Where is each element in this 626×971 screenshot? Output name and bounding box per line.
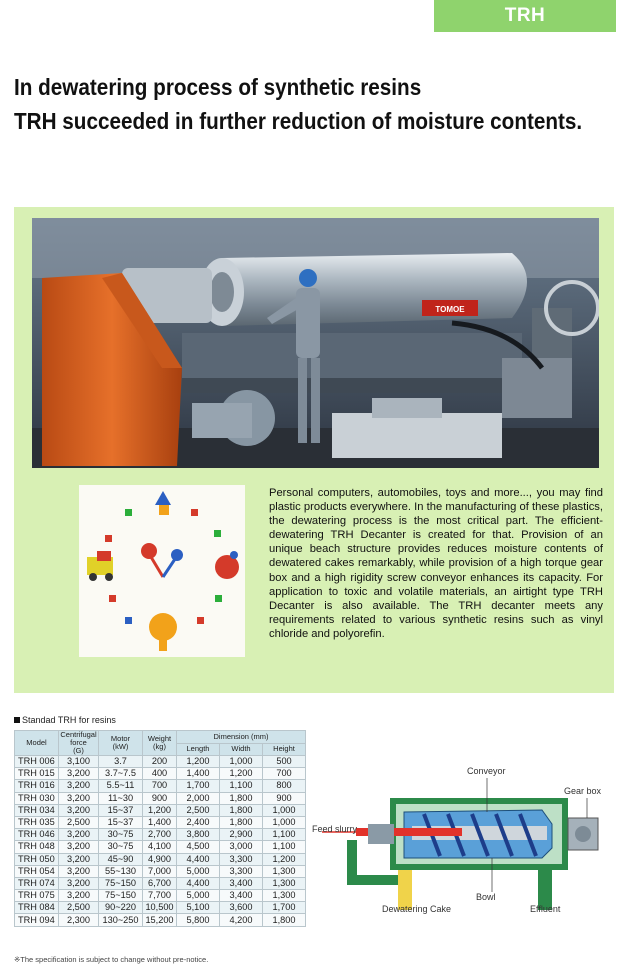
table-cell: 3,200	[59, 780, 99, 792]
table-cell: 5,100	[177, 902, 220, 914]
table-cell: 3,400	[220, 890, 263, 902]
table-cell: 3,800	[177, 829, 220, 841]
table-cell: 3,300	[220, 853, 263, 865]
table-cell: 1,800	[263, 914, 306, 926]
table-row	[15, 853, 306, 865]
table-cell: 3,200	[59, 804, 99, 816]
table-cell: TRH 048	[15, 841, 59, 853]
table-cell: 4,400	[177, 877, 220, 889]
table-row	[15, 890, 306, 902]
table-cell: 700	[263, 768, 306, 780]
product-tag: TRH	[434, 0, 616, 32]
table-cell: 4,400	[177, 853, 220, 865]
headline-line-2: TRH succeeded in further reduction of moisture contents.	[14, 108, 583, 134]
table-cell: 1,200	[143, 804, 177, 816]
table-cell: 700	[143, 780, 177, 792]
table-cell: 200	[143, 756, 177, 768]
table-cell: 4,500	[177, 841, 220, 853]
label-dewatering-cake: Dewatering Cake	[382, 904, 452, 914]
table-cell: 2,500	[59, 816, 99, 828]
table-cell: 7,000	[143, 865, 177, 877]
table-cell: 1,100	[263, 829, 306, 841]
table-cell: 3,600	[220, 902, 263, 914]
table-cell: 2,300	[59, 914, 99, 926]
label-bowl: Bowl	[476, 892, 496, 902]
table-cell: 4,100	[143, 841, 177, 853]
table-row	[15, 792, 306, 804]
table-cell: 11~30	[99, 792, 143, 804]
footnote: ※The specification is subject to change without pre-notice.	[14, 955, 209, 964]
table-row	[15, 865, 306, 877]
table-cell: 2,900	[220, 829, 263, 841]
table-cell: 1,200	[263, 853, 306, 865]
description-paragraph: Personal computers, automobiles, toys and more..., you may find plastic products everywhere. In the manufacturing of these plastics, the dewatering process is the most critical part. The efficient-dewatering TRH Decanter is created for that. Provision of an unique beach structure provides reduces moisture contents of dewatered cakes remarkably, while provision of a high torque gear box and a high rigidity screw conveyor enhances its capacity. For application to toxic and volatile materials, an airtight type TRH Decanter is also available. The TRH decanter meets any requirements related to various synthetic resins such as vinyl chloride and polyorefin.	[269, 487, 603, 640]
table-row	[15, 768, 306, 780]
table-cell: 2,500	[177, 804, 220, 816]
table-cell: 75~150	[99, 877, 143, 889]
table-cell: 1,000	[263, 804, 306, 816]
table-row	[15, 829, 306, 841]
table-cell: 130~250	[99, 914, 143, 926]
table-caption-text: Standad TRH for resins	[22, 715, 116, 725]
table-cell: 1,200	[220, 768, 263, 780]
table-cell: 1,800	[220, 804, 263, 816]
table-cell: TRH 075	[15, 890, 59, 902]
table-cell: 90~220	[99, 902, 143, 914]
table-cell: 5,800	[177, 914, 220, 926]
decanter-photo	[32, 218, 599, 468]
table-cell: 800	[263, 780, 306, 792]
spec-table-body	[15, 756, 306, 927]
label-feed-slurry: Feed slurry	[312, 824, 358, 834]
decanter-diagram	[312, 762, 612, 922]
col-force: Centrifugal force (G)	[60, 730, 97, 755]
col-model: Model	[15, 731, 59, 756]
table-cell: 45~90	[99, 853, 143, 865]
table-cell: 3.7~7.5	[99, 768, 143, 780]
table-cell: TRH 015	[15, 768, 59, 780]
table-cell: 3,000	[220, 841, 263, 853]
table-cell: 15~37	[99, 804, 143, 816]
table-cell: 1,300	[263, 877, 306, 889]
headline	[14, 70, 614, 138]
table-row	[15, 914, 306, 926]
table-cell: 1,400	[177, 768, 220, 780]
table-cell: 7,700	[143, 890, 177, 902]
table-cell: 15,200	[143, 914, 177, 926]
table-cell: 3,200	[59, 890, 99, 902]
table-cell: 3,200	[59, 792, 99, 804]
table-cell: 3,200	[59, 768, 99, 780]
table-row	[15, 780, 306, 792]
table-cell: 1,700	[263, 902, 306, 914]
col-dimension: Dimension (mm)	[177, 731, 306, 744]
spec-table	[14, 730, 306, 927]
table-cell: 3,100	[59, 756, 99, 768]
decanter-photo-illustration	[32, 218, 599, 468]
toy-clock-photo	[79, 485, 245, 657]
table-cell: 5.5~11	[99, 780, 143, 792]
label-effluent: Effluent	[530, 904, 561, 914]
table-cell: 3,300	[220, 865, 263, 877]
table-cell: TRH 016	[15, 780, 59, 792]
table-cell: TRH 084	[15, 902, 59, 914]
table-cell: 3,200	[59, 829, 99, 841]
col-length: Length	[177, 743, 220, 756]
table-cell: 1,100	[263, 841, 306, 853]
caption-square-icon	[14, 717, 20, 723]
label-conveyor: Conveyor	[467, 766, 506, 776]
col-weight: Weight (kg)	[143, 731, 177, 756]
table-cell: 15~37	[99, 816, 143, 828]
col-height: Height	[263, 743, 306, 756]
table-cell: 1,300	[263, 865, 306, 877]
table-cell: 1,700	[177, 780, 220, 792]
table-cell: TRH 074	[15, 877, 59, 889]
table-cell: 30~75	[99, 841, 143, 853]
table-cell: TRH 054	[15, 865, 59, 877]
table-cell: 3,200	[59, 853, 99, 865]
table-row	[15, 756, 306, 768]
table-row	[15, 902, 306, 914]
table-cell: 2,400	[177, 816, 220, 828]
table-cell: TRH 034	[15, 804, 59, 816]
table-cell: 30~75	[99, 829, 143, 841]
table-cell: 1,400	[143, 816, 177, 828]
table-cell: 10,500	[143, 902, 177, 914]
table-cell: 1,200	[177, 756, 220, 768]
table-cell: 3,200	[59, 877, 99, 889]
table-row	[15, 841, 306, 853]
table-cell: 2,700	[143, 829, 177, 841]
table-cell: 3,400	[220, 877, 263, 889]
table-cell: 3,200	[59, 865, 99, 877]
table-cell: 2,000	[177, 792, 220, 804]
col-width: Width	[220, 743, 263, 756]
col-motor: Motor (kW)	[99, 731, 143, 756]
table-cell: TRH 006	[15, 756, 59, 768]
table-cell: 500	[263, 756, 306, 768]
table-cell: 900	[263, 792, 306, 804]
table-cell: 6,700	[143, 877, 177, 889]
table-cell: TRH 030	[15, 792, 59, 804]
table-cell: 3.7	[99, 756, 143, 768]
table-cell: TRH 035	[15, 816, 59, 828]
table-cell: TRH 046	[15, 829, 59, 841]
table-cell: 5,000	[177, 890, 220, 902]
table-cell: 1,000	[220, 756, 263, 768]
table-cell: TRH 094	[15, 914, 59, 926]
table-cell: TRH 050	[15, 853, 59, 865]
table-cell: 2,500	[59, 902, 99, 914]
table-cell: 75~150	[99, 890, 143, 902]
table-cell: 4,200	[220, 914, 263, 926]
table-row	[15, 877, 306, 889]
table-cell: 4,900	[143, 853, 177, 865]
table-cell: 1,800	[220, 792, 263, 804]
table-cell: 900	[143, 792, 177, 804]
table-cell: 1,000	[263, 816, 306, 828]
brand-plate-text: TOMOE	[435, 305, 465, 314]
toy-clock-illustration	[79, 485, 245, 657]
table-cell: 3,200	[59, 841, 99, 853]
table-cell: 1,800	[220, 816, 263, 828]
table-cell: 1,100	[220, 780, 263, 792]
table-row	[15, 804, 306, 816]
table-cell: 5,000	[177, 865, 220, 877]
label-gear-box: Gear box	[564, 786, 602, 796]
table-cell: 55~130	[99, 865, 143, 877]
headline-line-1: In dewatering process of synthetic resins	[14, 74, 422, 100]
table-caption	[14, 715, 116, 725]
table-cell: 1,300	[263, 890, 306, 902]
table-row	[15, 816, 306, 828]
table-cell: 400	[143, 768, 177, 780]
